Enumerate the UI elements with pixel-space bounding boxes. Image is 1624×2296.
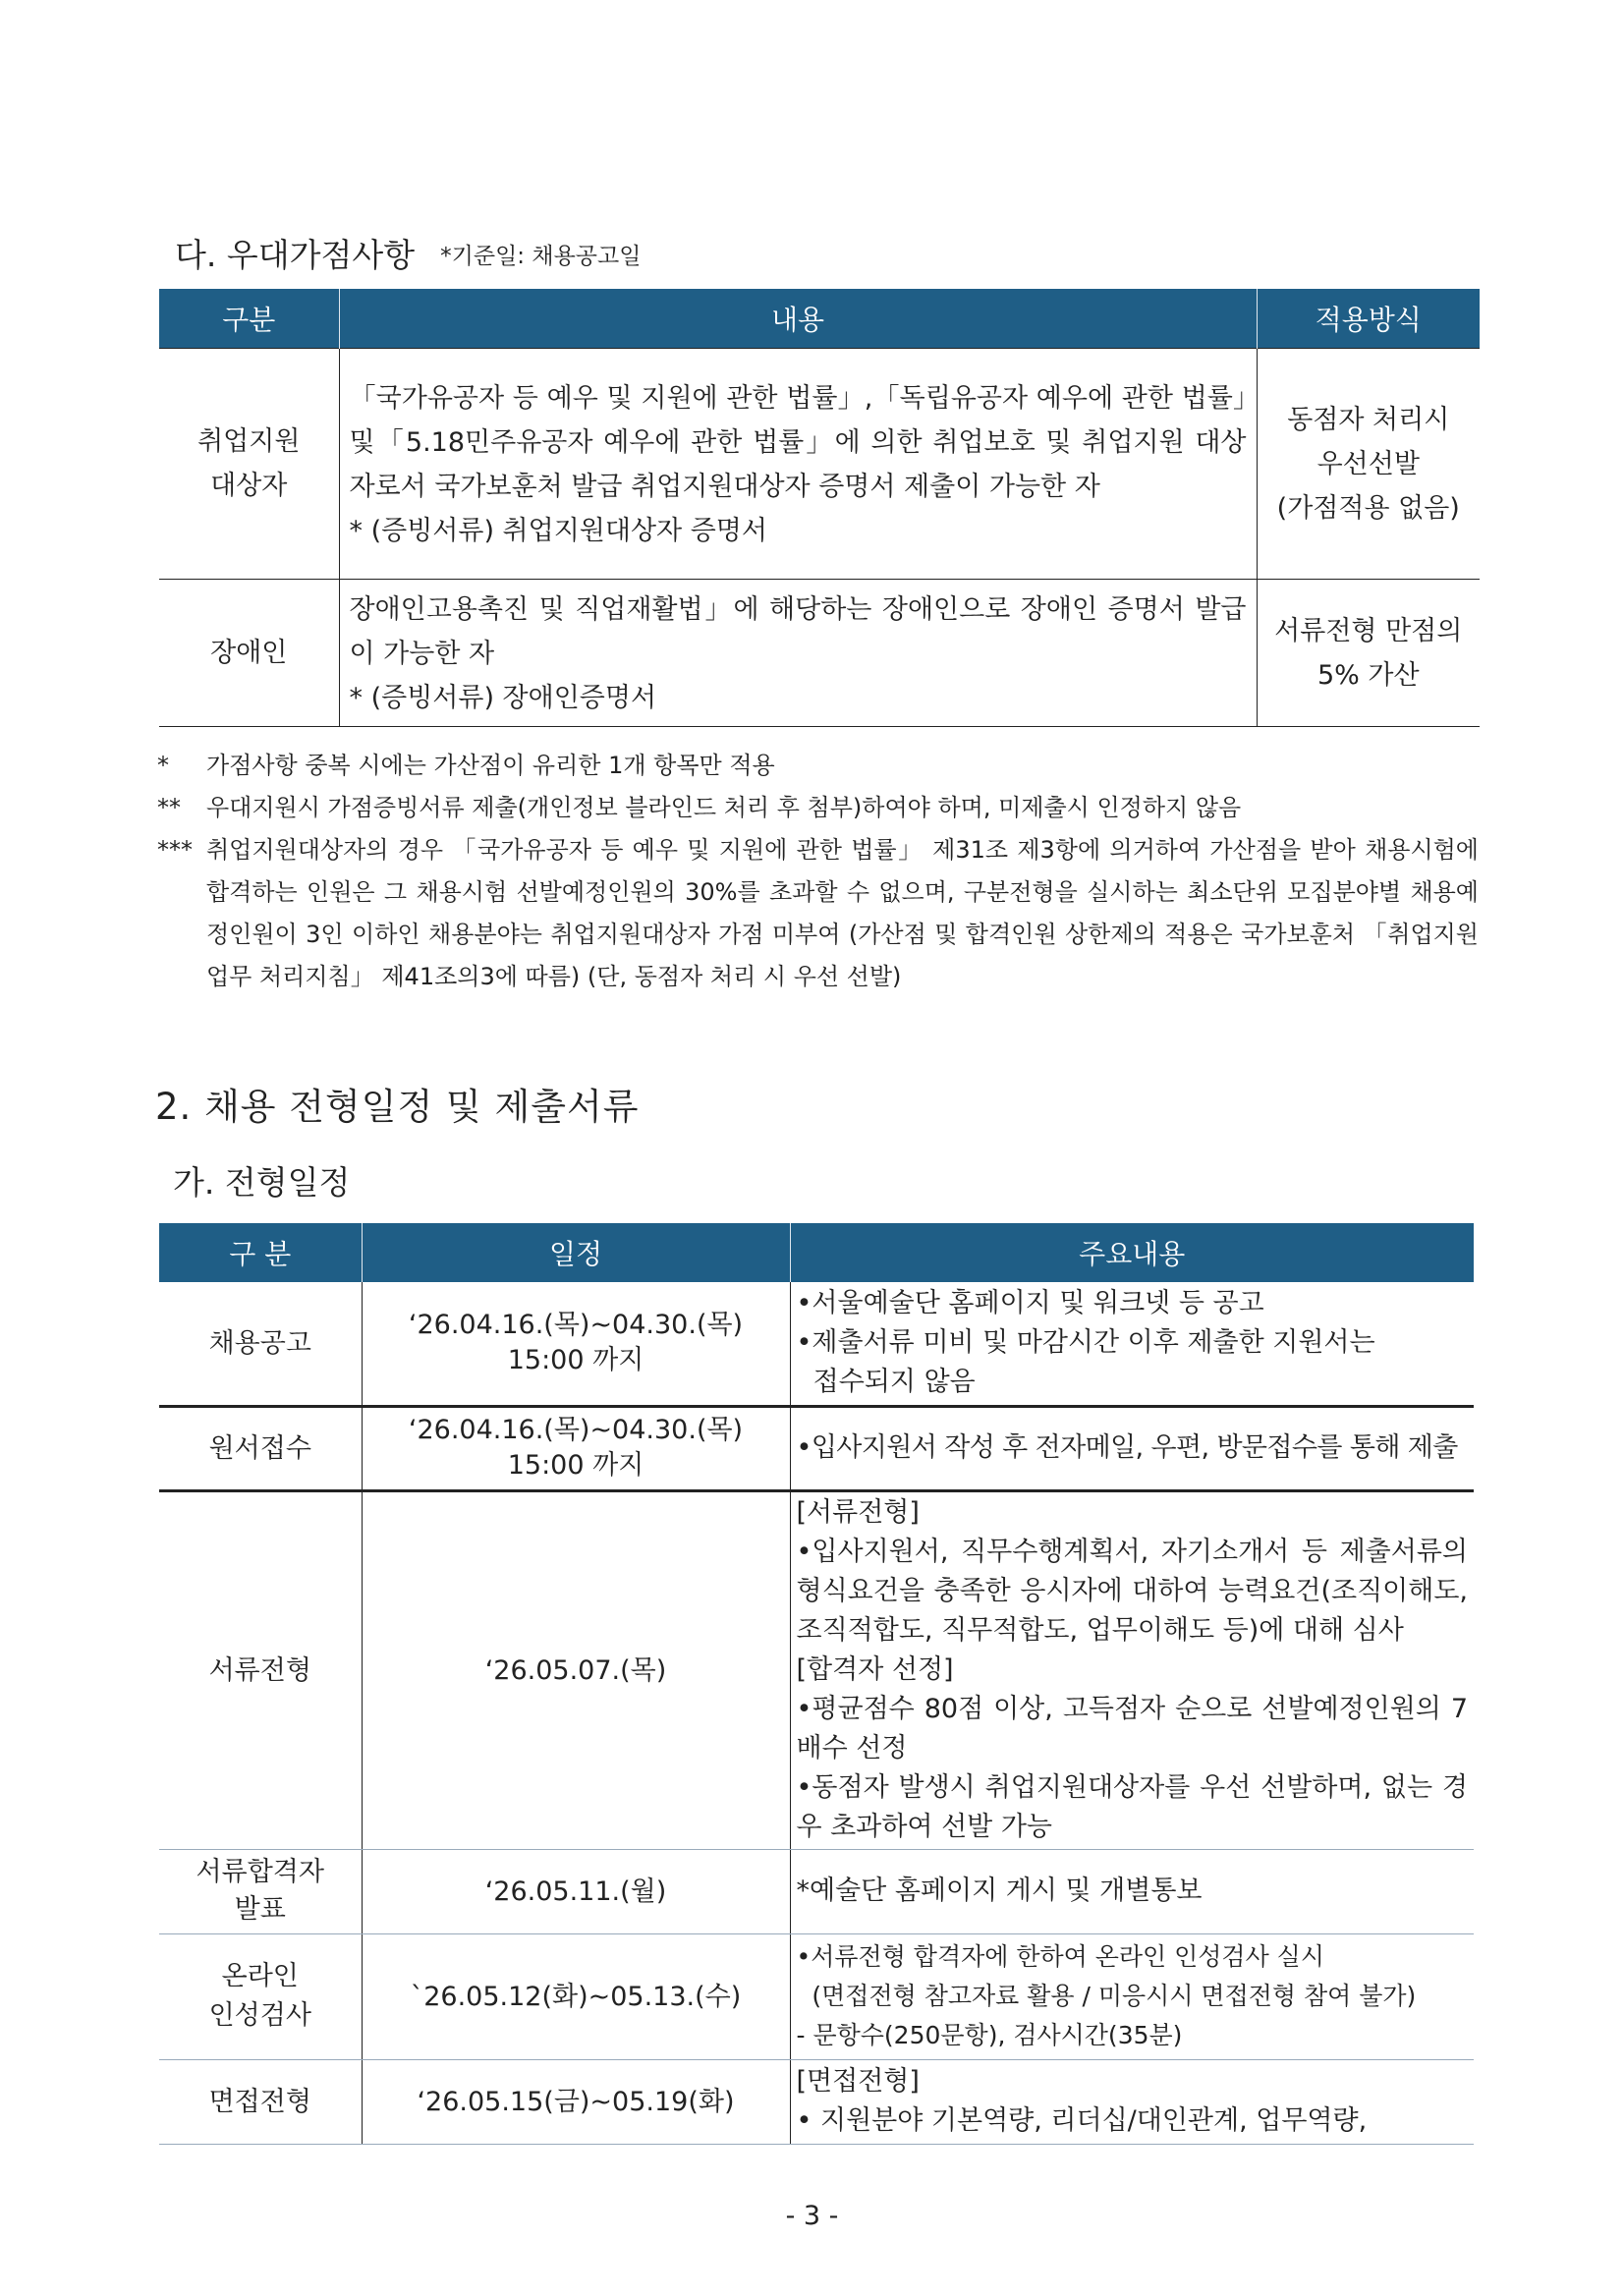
- benefit-section-title: [175, 230, 641, 276]
- header-details: 주요내용: [790, 1223, 1474, 1282]
- row-method: 서류전형 만점의 5% 가산: [1257, 580, 1480, 727]
- footnote-text: 우대지원시 가점증빙서류 제출(개인정보 블라인드 처리 후 첨부)하여야 하며, 미제출시 인정하지 않음: [206, 794, 1242, 821]
- table-row: [159, 349, 1480, 580]
- stage-cell: 채용공고: [159, 1282, 362, 1406]
- benefit-title-text: 다. 우대가점사항: [175, 236, 416, 274]
- footnotes: [157, 745, 1479, 998]
- row-category: 장애인: [159, 580, 339, 727]
- stage-cell: 온라인 인성검사: [159, 1933, 362, 2059]
- header-content: 내용: [339, 289, 1257, 349]
- stage-cell: 원서접수: [159, 1406, 362, 1490]
- footnote-mark: **: [157, 794, 181, 821]
- footnote-item: [157, 829, 1479, 998]
- schedule-table: [159, 1223, 1474, 2145]
- footnote-item: [157, 745, 1479, 787]
- header-category: 구분: [159, 289, 339, 349]
- details-cell: *예술단 홈페이지 게시 및 개별통보: [790, 1849, 1474, 1933]
- table-header-row: [159, 1223, 1474, 1282]
- date-cell: ‘26.04.16.(목)~04.30.(목) 15:00 까지: [362, 1282, 790, 1406]
- footnote-text: 취업지원대상자의 경우 「국가유공자 등 예우 및 지원에 관한 법률」 제31조 제3항에 의거하여 가산점을 받아 채용시험에 합격하는 인원은 그 채용시험 선발예정인원의 30%를 초과할 수 없으며, 구분전형을 실시하는 최소단위 모집분야별 채용예정인원이 3인 이하인 채용분야는 취업지원대상자 가점 미부여 (가산점 및 합격인원 상한제의 적용은 국가보훈처 「취업지원 업무 처리지침」 제41조의3에 따름) (단, 동점자 처리 시 우선 선발): [206, 836, 1479, 990]
- row-content: 장애인고용촉진 및 직업재활법」에 해당하는 장애인으로 장애인 증명서 발급이 가능한 자 * (증빙서류) 장애인증명서: [339, 580, 1257, 727]
- row-method: 동점자 처리시 우선선발 (가점적용 없음): [1257, 349, 1480, 580]
- row-category: 취업지원 대상자: [159, 349, 339, 580]
- benefit-note: *기준일: 채용공고일: [440, 244, 642, 269]
- stage-cell: 서류합격자 발표: [159, 1849, 362, 1933]
- footnote-mark: ***: [157, 836, 193, 864]
- header-stage: 구 분: [159, 1223, 362, 1282]
- table-row: [159, 1490, 1474, 1849]
- section-title: 2. 채용 전형일정 및 제출서류: [155, 1086, 640, 1128]
- subsection-title: 가. 전형일정: [173, 1163, 351, 1202]
- date-cell: ‘26.05.11.(월): [362, 1849, 790, 1933]
- table-row: [159, 2059, 1474, 2144]
- table-row: [159, 1933, 1474, 2059]
- page-number: - 3 -: [785, 2201, 839, 2231]
- benefit-table: [159, 289, 1480, 727]
- details-cell: [서류전형] •입사지원서, 직무수행계획서, 자기소개서 등 제출서류의 형식요건을 충족한 응시자에 대하여 능력요건(조직이해도, 조직적합도, 직무적합도, 업무이해도 등)에 대해 심사 [합격자 선정] •평균점수 80점 이상, 고득점자 순으로 선발예정인원의 7배수 선정 •동점자 발생시 취업지원대상자를 우선 선발하며, 없는 경우 초과하여 선발 가능: [790, 1490, 1474, 1849]
- date-cell: ‘26.04.16.(목)~04.30.(목) 15:00 까지: [362, 1406, 790, 1490]
- table-row: [159, 580, 1480, 727]
- header-method: 적용방식: [1257, 289, 1480, 349]
- details-cell: [면접전형] • 지원분야 기본역량, 리더십/대인관계, 업무역량,: [790, 2059, 1474, 2144]
- footnote-mark: *: [157, 752, 169, 779]
- date-cell: ‘26.05.07.(목): [362, 1490, 790, 1849]
- date-cell: ‘26.05.15(금)~05.19(화): [362, 2059, 790, 2144]
- table-header-row: [159, 289, 1480, 349]
- details-cell: •입사지원서 작성 후 전자메일, 우편, 방문접수를 통해 제출: [790, 1406, 1474, 1490]
- header-date: 일정: [362, 1223, 790, 1282]
- details-cell: •서류전형 합격자에 한하여 온라인 인성검사 실시 (면접전형 참고자료 활용 / 미응시시 면접전형 참여 불가) - 문항수(250문항), 검사시간(35분): [790, 1933, 1474, 2059]
- table-row: [159, 1282, 1474, 1406]
- stage-cell: 서류전형: [159, 1490, 362, 1849]
- table-row: [159, 1406, 1474, 1490]
- stage-cell: 면접전형: [159, 2059, 362, 2144]
- date-cell: `26.05.12(화)~05.13.(수): [362, 1933, 790, 2059]
- row-content: 「국가유공자 등 예우 및 지원에 관한 법률」,「독립유공자 예우에 관한 법률」및「5.18민주유공자 예우에 관한 법률」에 의한 취업보호 및 취업지원 대상자로서 국가보훈처 발급 취업지원대상자 증명서 제출이 가능한 자 * (증빙서류) 취업지원대상자 증명서: [339, 349, 1257, 580]
- footnote-text: 가점사항 중복 시에는 가산점이 유리한 1개 항목만 적용: [206, 752, 775, 779]
- details-cell: •서울예술단 홈페이지 및 워크넷 등 공고 •제출서류 미비 및 마감시간 이후 제출한 지원서는 접수되지 않음: [790, 1282, 1474, 1406]
- footnote-item: [157, 787, 1479, 829]
- table-row: [159, 1849, 1474, 1933]
